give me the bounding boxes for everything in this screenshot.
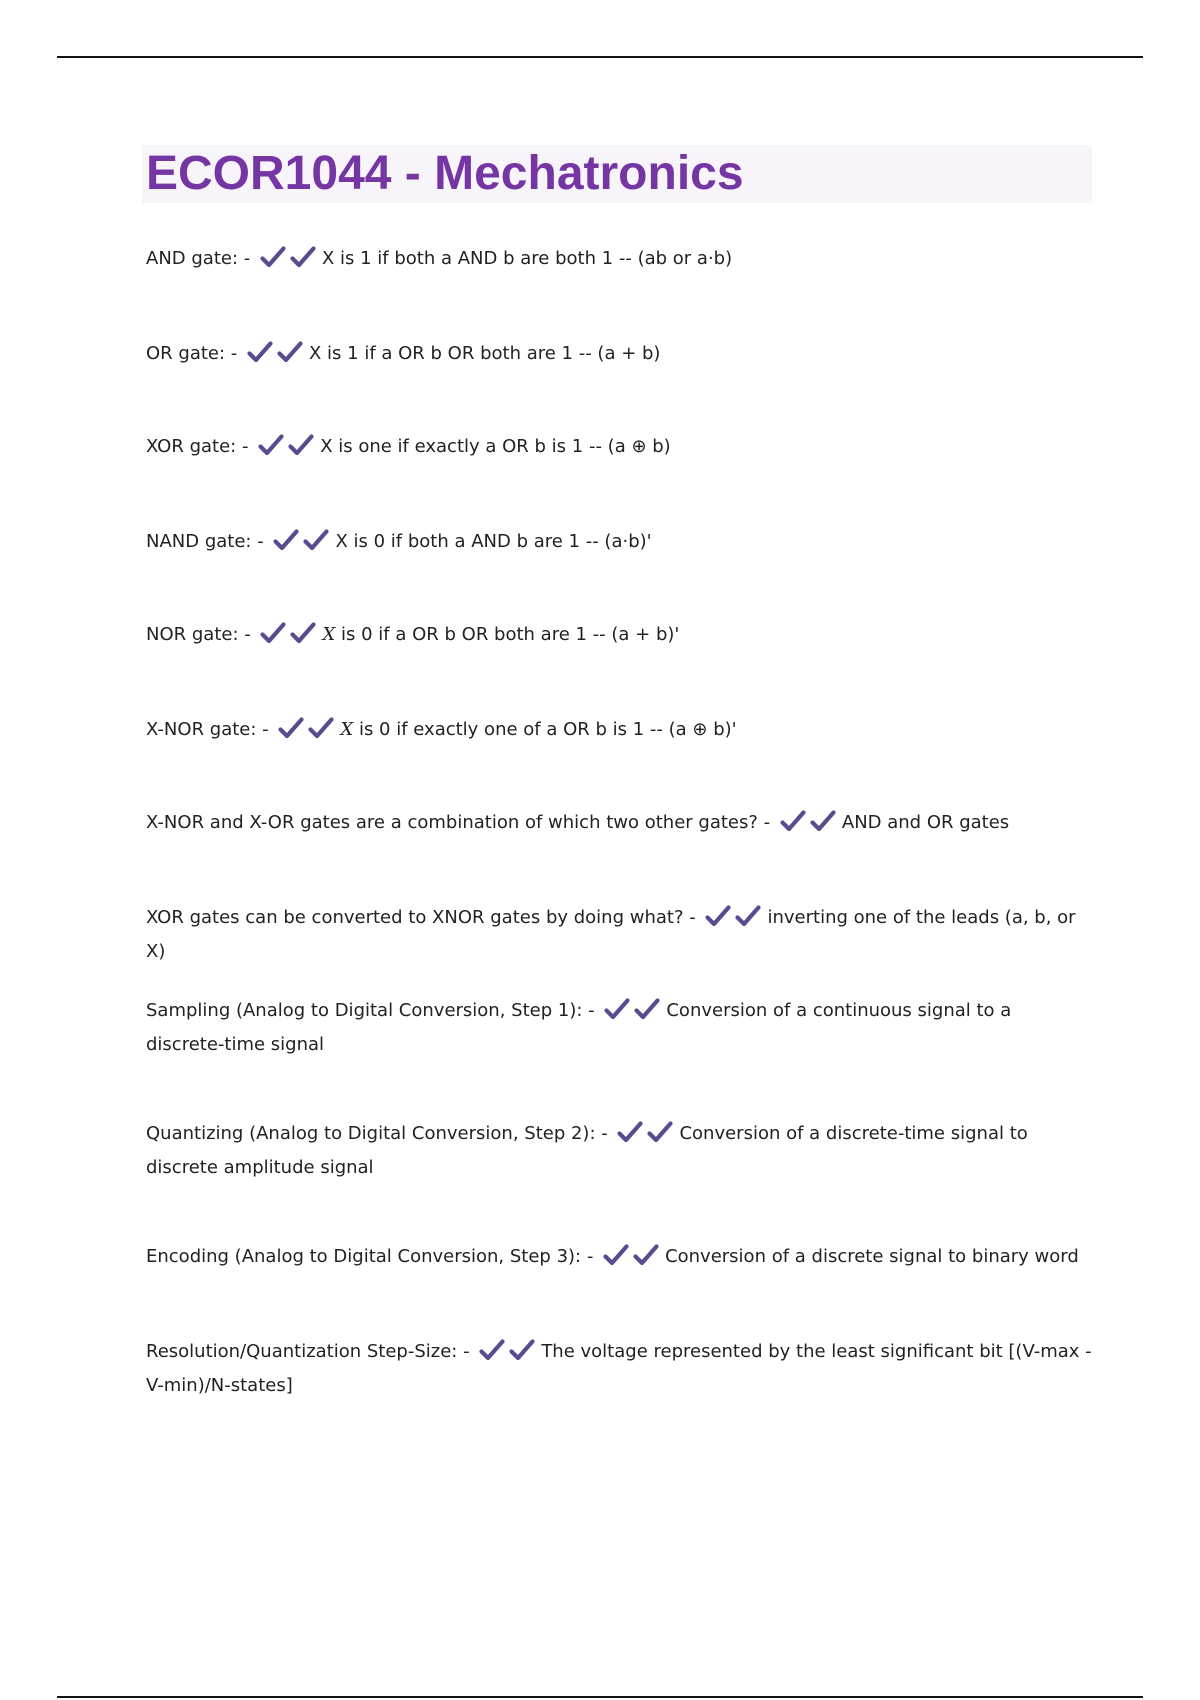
answer: X is 0 if both a AND b are 1 -- (a·b)' xyxy=(335,531,652,552)
answer: The voltage represented by the least significant bit [(V-max - V-min)/N-states] xyxy=(146,1341,1092,1396)
question: Quantizing (Analog to Digital Conversion, Step 2): - xyxy=(146,1123,608,1144)
check-icon xyxy=(277,341,303,363)
answer: Conversion of a continuous signal to a discrete-time signal xyxy=(146,1000,1012,1055)
question: Resolution/Quantization Step-Size: - xyxy=(146,1341,470,1362)
check-icon xyxy=(278,717,304,739)
check-icons xyxy=(780,810,840,842)
check-icon xyxy=(247,341,273,363)
answer: inverting one of the leads (a, b, or X) xyxy=(146,907,1076,962)
answer: AND and OR gates xyxy=(841,812,1010,833)
check-icon xyxy=(509,1339,535,1361)
flashcard-entry xyxy=(146,808,1092,842)
flashcard-entry xyxy=(146,1119,1092,1183)
check-icon xyxy=(290,246,316,268)
flashcard-entry xyxy=(146,527,1092,561)
top-rule xyxy=(57,56,1143,58)
answer: X is 1 if a OR b OR both are 1 -- (a + b) xyxy=(309,343,661,364)
bottom-rule xyxy=(57,1696,1143,1698)
question: X-NOR gate: - xyxy=(146,719,269,740)
flashcard-entry xyxy=(146,1337,1092,1401)
check-icon xyxy=(288,434,314,456)
check-icon xyxy=(647,1121,673,1143)
question: OR gate: - xyxy=(146,343,238,364)
flashcard-entry xyxy=(146,996,1092,1060)
flashcard-entry xyxy=(146,1242,1092,1276)
flashcard-entry xyxy=(146,339,1092,373)
question: Encoding (Analog to Digital Conversion, Step 3): - xyxy=(146,1246,594,1267)
check-icon xyxy=(308,717,334,739)
check-icon xyxy=(633,1244,659,1266)
check-icons xyxy=(260,246,320,278)
check-icon xyxy=(735,905,761,927)
question: NAND gate: - xyxy=(146,531,264,552)
check-icon xyxy=(617,1121,643,1143)
check-icon xyxy=(604,998,630,1020)
check-icons xyxy=(258,434,318,466)
check-icon xyxy=(260,622,286,644)
question: XOR gate: - xyxy=(146,436,249,457)
check-icons xyxy=(273,529,333,561)
question: XOR gates can be converted to XNOR gates by doing what? - xyxy=(146,907,696,928)
check-icon xyxy=(705,905,731,927)
check-icon xyxy=(273,529,299,551)
document-title: ECOR1044 - Mechatronics xyxy=(146,147,744,200)
check-icon xyxy=(303,529,329,551)
flashcard-entry xyxy=(146,903,1092,967)
question: X-NOR and X-OR gates are a combination of which two other gates? - xyxy=(146,812,771,833)
flashcard-entry xyxy=(146,432,1092,466)
check-icons xyxy=(603,1244,663,1276)
answer: is 0 if exactly one of a OR b is 1 -- (a ⊕ b)' xyxy=(353,719,737,740)
check-icon xyxy=(603,1244,629,1266)
check-icons xyxy=(247,341,307,373)
answer-variable: X xyxy=(340,719,354,740)
check-icons xyxy=(617,1121,677,1153)
check-icons xyxy=(604,998,664,1030)
answer: is 0 if a OR b OR both are 1 -- (a + b)' xyxy=(335,624,680,645)
check-icon xyxy=(260,246,286,268)
flashcard-entry xyxy=(146,620,1092,654)
check-icon xyxy=(810,810,836,832)
check-icons xyxy=(278,717,338,749)
check-icon xyxy=(258,434,284,456)
question: NOR gate: - xyxy=(146,624,251,645)
answer: X is 1 if both a AND b are both 1 -- (ab or a·b) xyxy=(321,248,733,269)
check-icons xyxy=(260,622,320,654)
answer: Conversion of a discrete signal to binary word xyxy=(665,1246,1079,1267)
check-icons xyxy=(705,905,765,937)
check-icon xyxy=(290,622,316,644)
check-icons xyxy=(479,1339,539,1371)
question: AND gate: - xyxy=(146,248,251,269)
check-icon xyxy=(780,810,806,832)
check-icon xyxy=(634,998,660,1020)
check-icon xyxy=(479,1339,505,1361)
answer-variable: X xyxy=(322,624,336,645)
question: Sampling (Analog to Digital Conversion, Step 1): - xyxy=(146,1000,595,1021)
answer: X is one if exactly a OR b is 1 -- (a ⊕ b) xyxy=(320,436,671,457)
flashcard-entry xyxy=(146,244,1092,278)
answer: Conversion of a discrete-time signal to discrete amplitude signal xyxy=(146,1123,1028,1178)
flashcard-entry xyxy=(146,715,1092,749)
